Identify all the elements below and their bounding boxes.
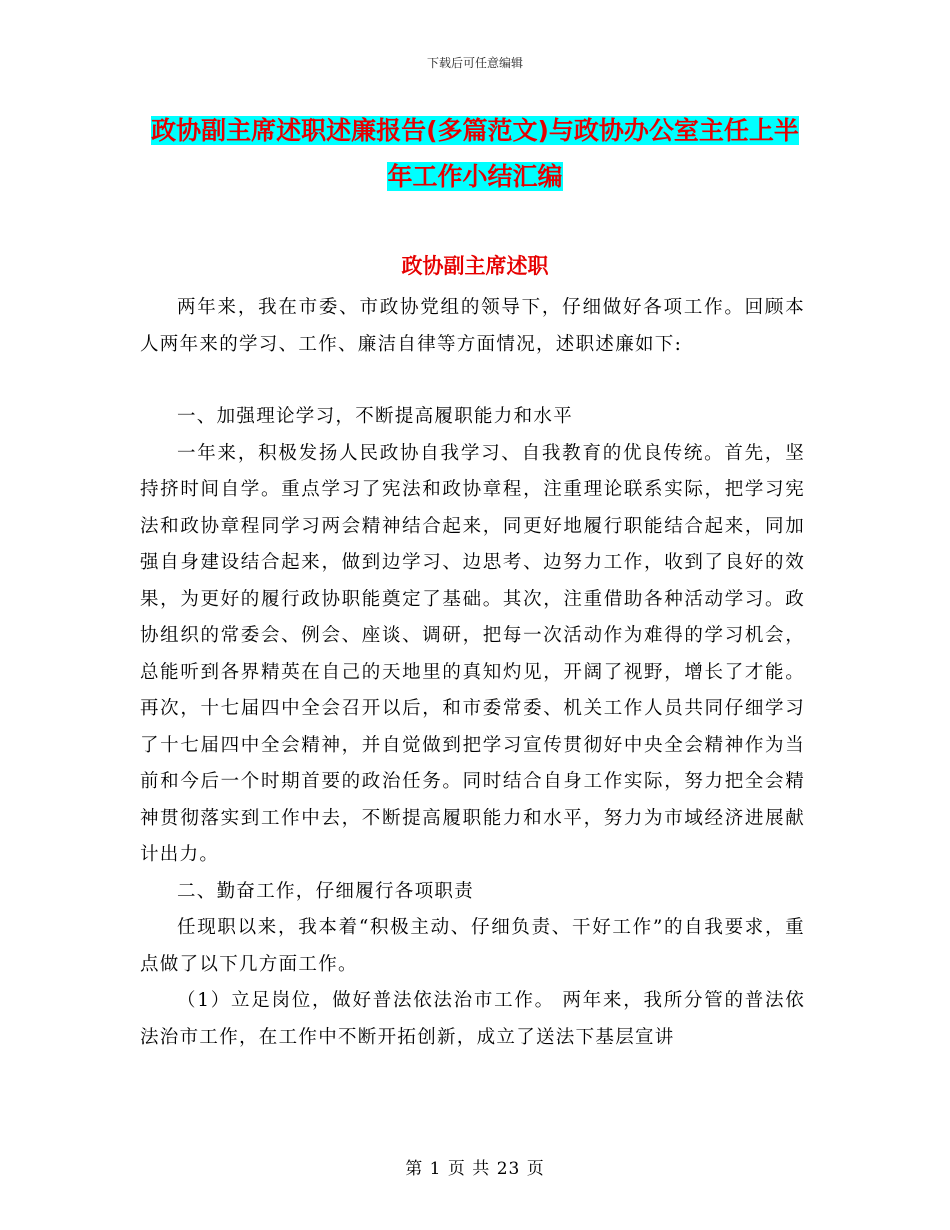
heading-one: 一、加强理论学习，不断提高履职能力和水平: [177, 406, 574, 427]
document-title: [140, 108, 810, 200]
paragraph-study: 一年来，积极发扬人民政协自我学习、自我教育的优良传统。首先，坚持挤时间自学。重点学习了宪法和政协章程，注重理论联系实际，把学习宪法和政协章程同学习两会精神结合起来，同更好地履行职能结合起来，同加强自身建设结合起来，做到边学习、边思考、边努力工作，收到了良好的效果，为更好的履行政协职能奠定了基础。其次，注重借助各种活动学习。政协组织的常委会、例会、座谈、调研，把每一次活动作为难得的学习机会，总能听到各界精英在自己的天地里的真知灼见，开阔了视野，增长了才能。再次，十七届四中全会召开以后，和市委常委、机关工作人员共同仔细学习了十七届四中全会精神，并自觉做到把学习宣传贯彻好中央全会精神作为当前和今后一个时期首要的政治任务。同时结合自身工作实际，努力把全会精神贯彻落实到工作中去，不断提高履职能力和水平，努力为市域经济进展献计出力。: [140, 442, 805, 865]
header-note: 下载后可任意编辑: [426, 56, 523, 70]
paragraph-duties: 任现职以来，我本着“积极主动、仔细负责、干好工作”的自我要求，重点做了以下几方面工作。: [140, 917, 805, 975]
paragraph-intro: 两年来，我在市委、市政协党组的领导下，仔细做好各项工作。回顾本人两年来的学习、工作、廉洁自律等方面情况，述职述廉如下:: [140, 297, 805, 355]
section-title: 政协副主席述职: [401, 254, 549, 278]
document-body: [140, 290, 805, 1056]
document-title-text: 政协副主席述职述廉报告(多篇范文)与政协办公室主任上半年工作小结汇编: [151, 116, 799, 191]
paragraph-law: （1）立足岗位，做好普法依法治市工作。 两年来，我所分管的普法依法治市工作，在工作中不断开拓创新，成立了送法下基层宣讲: [140, 990, 805, 1048]
heading-two: 二、勤奋工作，仔细履行各项职责: [177, 880, 475, 902]
page-footer: 第 1 页 共 23 页: [405, 1159, 545, 1179]
